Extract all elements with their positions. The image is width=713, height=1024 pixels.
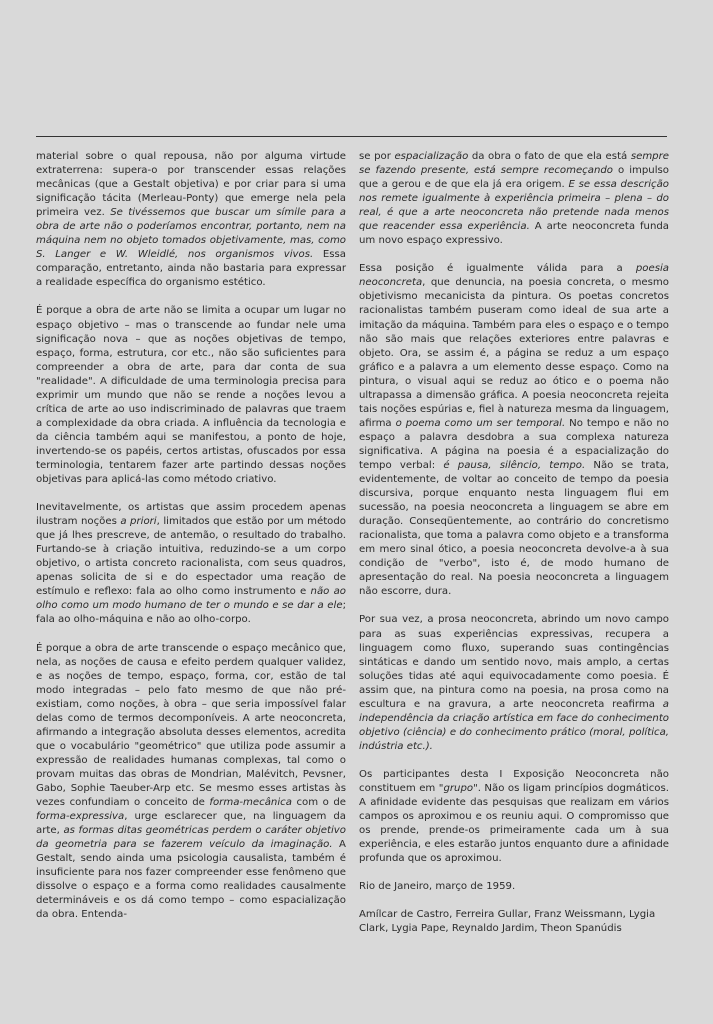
text-run: Por sua vez, a prosa neoconcreta, abrindo um novo campo para as suas experiências expressivas, recupera a linguagem como fluxo, superando suas contingências sintáticas e dando um sentido novo, mais amplo, a certas soluções tidas até aqui equivocadamente como poesia. É assim que, na pintura como na poesia, na prosa como na escultura e na gravura, a arte neoconcreta reafirma	[359, 614, 669, 710]
paragraph	[36, 642, 346, 923]
right-column-paragraphs	[359, 150, 669, 866]
text-run: Não se trata, evidentemente, de voltar ao conceito de tempo da poesia discursiva, porque enquanto nesta linguagem flui em sucessão, na poesia neoconcreta a linguagem se abre em duração. Conseqüentemente, ao contrário do concretismo racionalista, que toma a palavra como objeto e a transforma em mero sinal ótico, a poesia neoconcreta devolve-a à sua condição de "verbo", isto é, de modo humano de apresentação do real. Na poesia neoconcreta a linguagem não escorre, dura.	[359, 459, 669, 598]
text-run: , que denuncia, na poesia concreta, o mesmo objetivismo mecanicista da pintura. Os poetas concretos racionalistas também puseram como ideal de sua arte a imitação da máquina. Também para eles o espaço e o tempo não são mais que relações exteriores entre palavras e objeto. Ora, se assim é, a página se reduz a um espaço gráfico e a palavra a um elemento desse espaço. Como na pintura, o visual aqui se reduz ao ótico e o poema não ultrapassa a dimensão gráfica. A poesia neoconcreta rejeita tais noções espúrias e, fiel à natureza mesma da linguagem, afirma	[359, 277, 669, 429]
paragraph	[359, 768, 669, 866]
italic-text: as formas ditas geométricas perdem o caráter objetivo da geometria para se fazerem veículo da imaginação.	[36, 825, 346, 851]
left-column	[36, 150, 346, 936]
italic-text: grupo	[443, 782, 474, 794]
paragraph	[36, 304, 346, 487]
text-run: com o de	[291, 797, 346, 809]
italic-text: a priori	[120, 516, 157, 528]
text-run: da obra o fato de que ela está	[468, 151, 631, 162]
right-column	[359, 150, 669, 950]
text-run: Inevitavelmente, os artistas que assim procedem apenas ilustram noções	[36, 502, 346, 528]
text-run: No tempo e não no espaço a palavra desdobra a sua complexa natureza significativa. A página na poesia é a espacialização do tempo verbal:	[359, 417, 670, 471]
italic-text: sempre se fazendo presente, está sempre recomeçando	[359, 151, 669, 177]
paragraph	[359, 150, 669, 248]
paragraph	[359, 613, 669, 753]
paragraph	[36, 150, 346, 290]
text-run: A arte neoconcreta funda um novo espaço expressivo.	[359, 221, 669, 247]
italic-text: é pausa, silêncio, tempo.	[443, 459, 586, 471]
italic-text: Se tivéssemos que buscar um símile para a obra de arte não o poderíamos encontrar, portanto, nem na máquina nem no objeto tomados objetivamente, mas, como S. Langer e W. Wleidlé, nos organismos vivos.	[36, 207, 346, 261]
italic-text: a independência da criação artística em face do conhecimento objetivo (ciência) e do conhecimento prático (moral, política, indústria etc.).	[359, 698, 669, 752]
place-date: Rio de Janeiro, março de 1959.	[359, 881, 516, 893]
text-run: , urge esclarecer que, na linguagem da arte,	[36, 811, 346, 837]
header-rule	[36, 136, 667, 137]
text-run: Os participantes desta I Exposição Neoconcreta não constituem em "	[359, 768, 669, 794]
italic-text: poesia neoconcreta	[359, 263, 669, 289]
italic-text: forma-mecânica	[209, 797, 292, 809]
text-run: A Gestalt, sendo ainda uma psicologia causalista, também é insuficiente para nos fazer compreender esse fenômeno que dissolve o espaço e a forma como realidades causalmente determináveis e os dá como tempo – como espacialização da obra. Entenda-	[36, 839, 346, 921]
text-run: É porque a obra de arte não se limita a ocupar um lugar no espaço objetivo – mas o transcende ao fundar nele uma significação nova – que as noções objetivas de tempo, espaço, forma, estrutura, cor etc., não são suficientes para compreender a obra de arte, para dar conta de sua "realidade". A dificuldade de uma terminologia precisa para exprimir um mundo que não se rende a noções levou a crítica de arte ao uso indiscriminado de palavras que traem a complexidade da obra criada. A influência da tecnologia e da ciência também aqui se manifestou, a ponto de hoje, invertendo-se os papéis, certos artistas, ofuscados por essa terminologia, tentarem fazer arte partindo dessas noções objetivas para aplicá-las como método criativo.	[36, 305, 346, 486]
text-run: se por	[359, 151, 395, 162]
paragraph	[36, 501, 346, 627]
paragraph	[359, 262, 669, 599]
text-run: ; fala ao olho-máquina e não ao olho-corpo.	[36, 600, 346, 626]
italic-text: espacialização	[394, 151, 469, 162]
italic-text: não ao olho como um modo humano de ter o mundo e se dar a ele	[36, 586, 346, 612]
signatories: Amílcar de Castro, Ferreira Gullar, Franz Weissmann, Lygia Clark, Lygia Pape, Reynaldo Jardim, Theon Spanúdis	[359, 909, 656, 935]
italic-text: forma-expressiva	[36, 811, 125, 823]
text-run: , limitados que estão por um método que já lhes prescreve, de antemão, o resultado do trabalho. Furtando-se à criação intuitiva, reduzindo-se a um corpo objetivo, o artista concreto racionalista, com seus quadros, apenas solicita de si e do espectador uma reação de estímulo e reflexo: fala ao olho como instrumento e	[36, 516, 346, 598]
italic-text: E se essa descrição nos remete igualmente à experiência primeira – plena – do real, é que a arte neoconcreta não pretende nada menos que reacender essa experiência.	[359, 179, 669, 233]
text-run: Essa comparação, entretanto, ainda não bastaria para expressar a realidade específica do organismo estético.	[36, 249, 346, 289]
text-run: Essa posição é igualmente válida para a	[359, 263, 636, 275]
text-run: material sobre o qual repousa, não por alguma virtude extraterrena: supera-o por transcender essas relações mecânicas (que a Gestalt objetiva) e por criar para si uma significação tácita (Merleau-Ponty) que emerge nela pela primeira vez.	[36, 151, 346, 219]
text-run: o impulso que a gerou e de que ela já era origem.	[359, 165, 669, 191]
text-run: É porque a obra de arte transcende o espaço mecânico que, nela, as noções de causa e efeito perdem qualquer validez, e as noções de tempo, espaço, forma, cor, estão de tal modo integradas – pelo fato mesmo de que não pré-existiam, como noções, à obra – que seria impossível falar delas como de termos decomponíveis. A arte neoconcreta, afirmando a integração absoluta desses elementos, acredita que o vocabulário "geométrico" que utiliza pode assumir a expressão de realidades humanas complexas, tal como o provam muitas das obras de Mondrian, Malévitch, Pevsner, Gabo, Sophie Taeuber-Arp etc. Se mesmo esses artistas às vezes confundiam o conceito de	[36, 642, 346, 809]
italic-text: o poema como um ser temporal.	[395, 417, 566, 429]
text-run: ". Não os ligam princípios dogmáticos. A afinidade evidente das pesquisas que realizam em vários campos os aproximou e os reuniu aqui. O compromisso que os prende, prende-os primeiramente cada um à sua experiência, e eles estarão juntos enquanto dure a afinidade profunda que os aproximou.	[359, 782, 669, 865]
